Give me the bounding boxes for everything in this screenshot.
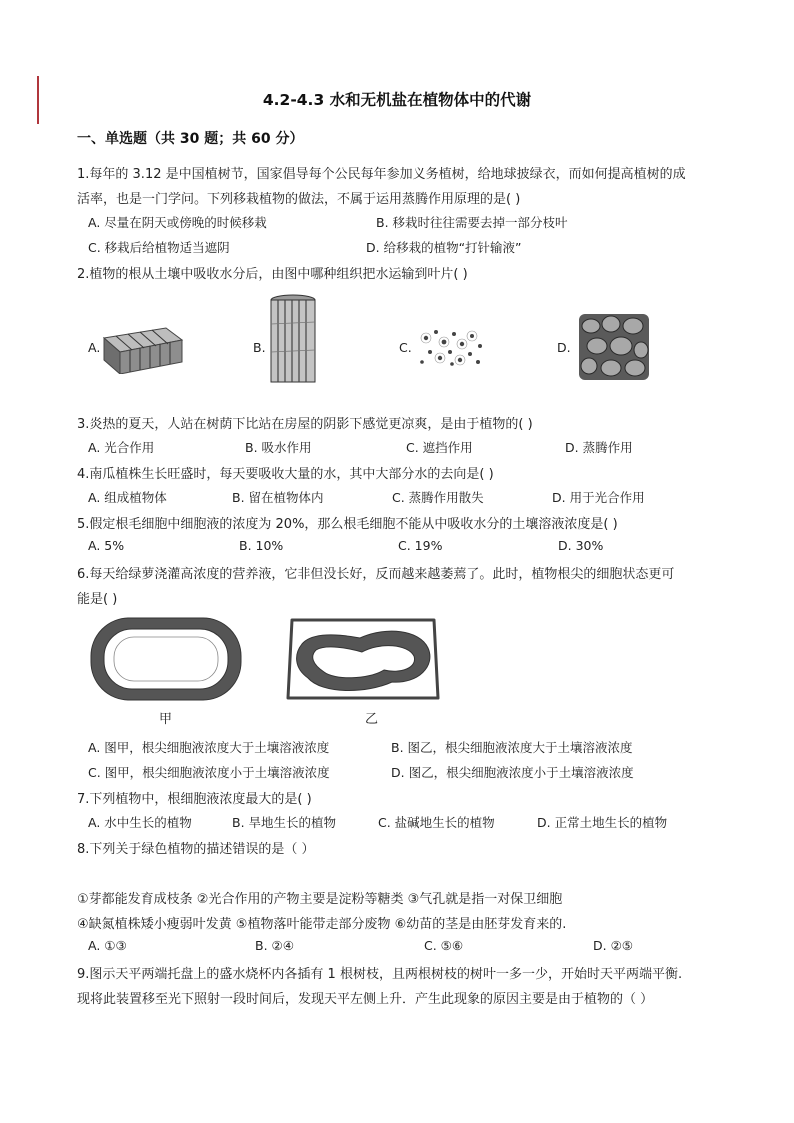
section-heading: 一、单选题（共 30 题；共 60 分）: [77, 131, 304, 147]
q8-option-a[interactable]: A. ①③: [88, 938, 127, 953]
q1-option-d[interactable]: D. 给移栽的植物“打针输液”: [366, 240, 522, 255]
q6-option-c[interactable]: C. 图甲，根尖细胞液浓度小于土壤溶液浓度: [88, 765, 330, 780]
question-2-text: 2.植物的根从土壤中吸收水分后，由图中哪种组织把水运输到叶片( ): [77, 267, 468, 282]
question-3-text: 3.炎热的夏天，人站在树荫下比站在房屋的阴影下感觉更凉爽，是由于植物的( ): [77, 417, 533, 432]
question-9-text-cont: 现将此装置移至光下照射一段时间后，发现天平左侧上升．产生此现象的原因主要是由于植物的（ ）: [77, 992, 654, 1007]
q7-option-c[interactable]: C. 盐碱地生长的植物: [378, 815, 495, 830]
q7-option-a[interactable]: A. 水中生长的植物: [88, 815, 192, 830]
q3-option-c[interactable]: C. 遮挡作用: [406, 440, 473, 455]
question-1-text-cont: 活率，也是一门学问。下列移栽植物的做法，不属于运用蒸腾作用原理的是( ): [77, 192, 521, 207]
question-7-text: 7.下列植物中，根细胞液浓度最大的是( ): [77, 792, 312, 807]
q7-option-d[interactable]: D. 正常土地生长的植物: [537, 815, 668, 830]
q4-option-a[interactable]: A. 组成植物体: [88, 490, 167, 505]
q8-option-c[interactable]: C. ⑤⑥: [424, 938, 464, 953]
q5-option-c[interactable]: C. 19%: [398, 538, 443, 553]
q6-option-a[interactable]: A. 图甲，根尖细胞液浓度大于土壤溶液浓度: [88, 740, 330, 755]
q5-option-a[interactable]: A. 5%: [88, 538, 125, 553]
q1-option-b[interactable]: B. 移栽时往往需要去掉一部分枝叶: [376, 215, 568, 230]
q2-option-d[interactable]: D.: [557, 340, 571, 355]
q1-option-c[interactable]: C. 移栽后给植物适当遮阴: [88, 240, 230, 255]
cell-jia-figure: [88, 614, 246, 704]
caption-yi: 乙: [365, 712, 379, 727]
question-9-text: 9.图示天平两端托盘上的盛水烧杯内各插有 1 根树枝，且两根树枝的树叶一多一少，开始时天平两端平衡.: [77, 967, 683, 982]
q3-option-d[interactable]: D. 蒸腾作用: [565, 440, 633, 455]
question-6-text: 6.每天给绿萝浇灌高浓度的营养液，它非但没长好，反而越来越萎蔫了。此时，植物根尖的细胞状态更可: [77, 567, 675, 582]
muscle-tissue-figure: [577, 312, 651, 382]
question-8-text: 8.下列关于绿色植物的描述错误的是（ ）: [77, 842, 315, 857]
q4-option-b[interactable]: B. 留在植物体内: [232, 490, 324, 505]
question-5-text: 5.假定根毛细胞中细胞液的浓度为 20%，那么根毛细胞不能从中吸收水分的土壤溶液浓度是( ): [77, 517, 618, 532]
q2-option-b[interactable]: B.: [253, 340, 266, 355]
q8-option-d[interactable]: D. ②⑤: [593, 938, 633, 953]
question-6-text-cont: 能是( ): [77, 592, 118, 607]
question-1-text: 1.每年的 3.12 是中国植树节，国家倡导每个公民每年参加义务植树，给地球披绿衣，而如何提高植树的成: [77, 167, 686, 182]
q6-option-b[interactable]: B. 图乙，根尖细胞液浓度大于土壤溶液浓度: [391, 740, 633, 755]
caption-jia: 甲: [159, 712, 173, 727]
q8-option-b[interactable]: B. ②④: [255, 938, 294, 953]
q4-option-c[interactable]: C. 蒸腾作用散失: [392, 490, 484, 505]
epidermal-tissue-figure: [100, 318, 186, 374]
page-title: 4.2-4.3 水和无机盐在植物体中的代谢: [262, 91, 532, 109]
q5-option-d[interactable]: D. 30%: [558, 538, 604, 553]
question-4-text: 4.南瓜植株生长旺盛时，每天要吸收大量的水，其中大部分水的去向是( ): [77, 467, 494, 482]
cell-yi-figure: [282, 614, 444, 704]
vessel-tissue-figure: [268, 294, 318, 386]
q2-option-a[interactable]: A.: [88, 340, 101, 355]
nutrient-tissue-figure: [418, 326, 488, 368]
q6-option-d[interactable]: D. 图乙，根尖细胞液浓度小于土壤溶液浓度: [391, 765, 634, 780]
question-8-statements-1: ①芽都能发育成枝条 ②光合作用的产物主要是淀粉等糖类 ③气孔就是指一对保卫细胞: [77, 892, 563, 907]
q4-option-d[interactable]: D. 用于光合作用: [552, 490, 645, 505]
q2-option-c[interactable]: C.: [399, 340, 412, 355]
q3-option-b[interactable]: B. 吸水作用: [245, 440, 312, 455]
q3-option-a[interactable]: A. 光合作用: [88, 440, 155, 455]
question-8-statements-2: ④缺氮植株矮小瘦弱叶发黄 ⑤植物落叶能带走部分废物 ⑥幼苗的茎是由胚芽发育来的.: [77, 917, 567, 932]
q7-option-b[interactable]: B. 旱地生长的植物: [232, 815, 337, 830]
q1-option-a[interactable]: A. 尽量在阴天或傍晚的时候移栽: [88, 215, 267, 230]
q5-option-b[interactable]: B. 10%: [239, 538, 284, 553]
